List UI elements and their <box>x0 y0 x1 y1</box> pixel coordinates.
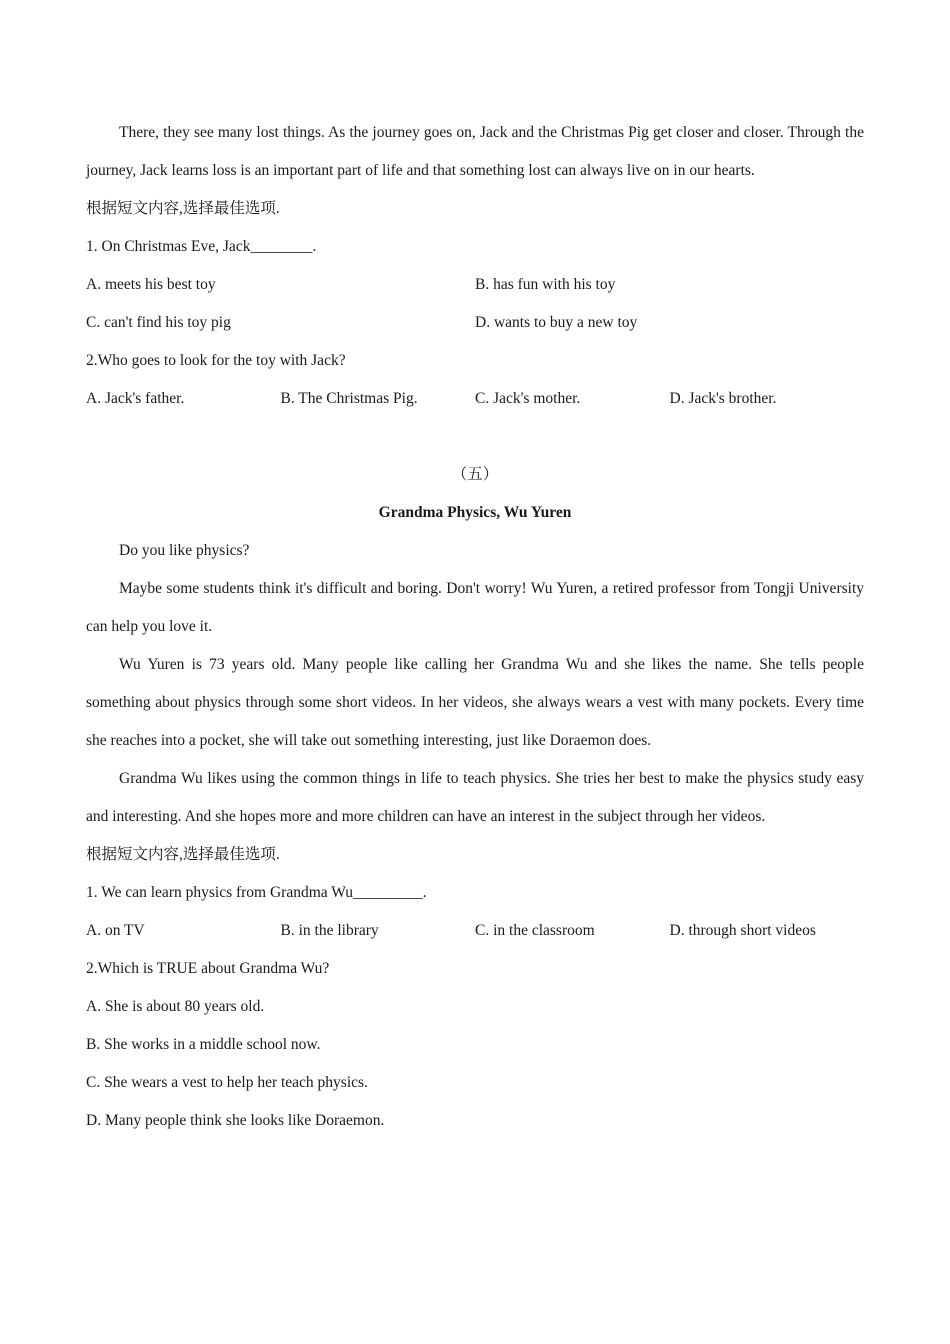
article-paragraph: Grandma Wu likes using the common things in life to teach physics. She tries her best to make the physics study easy and interesting. And she hopes more and more children can have an interest in the subject through her videos. <box>86 770 864 825</box>
question-stem: 1. We can learn physics from Grandma Wu_________. <box>86 884 427 901</box>
question-options <box>86 912 864 950</box>
option-d: D. through short videos <box>669 922 816 939</box>
option-c: C. She wears a vest to help her teach physics. <box>86 1074 368 1091</box>
instruction-text: 根据短文内容,选择最佳选项. <box>86 846 280 863</box>
section-number: （五） <box>451 466 499 483</box>
question-options <box>86 304 864 342</box>
option-d: D. wants to buy a new toy <box>475 314 638 331</box>
instruction-text: 根据短文内容,选择最佳选项. <box>86 200 280 217</box>
option-a: A. on TV <box>86 922 145 939</box>
question-stem: 1. On Christmas Eve, Jack________. <box>86 238 317 255</box>
article-paragraph: Wu Yuren is 73 years old. Many people like calling her Grandma Wu and she likes the name. She tells people something about physics through some short videos. In her videos, she always wears a vest with many pockets. Every time she reaches into a pocket, she will take out something interesting, just like Doraemon does. <box>86 656 864 749</box>
option-a: A. She is about 80 years old. <box>86 998 265 1015</box>
option-b: B. has fun with his toy <box>475 276 616 293</box>
option-d: D. Jack's brother. <box>669 390 777 407</box>
question-stem: 2.Who goes to look for the toy with Jack? <box>86 352 346 369</box>
question-stem: 2.Which is TRUE about Grandma Wu? <box>86 960 330 977</box>
option-d: D. Many people think she looks like Doraemon. <box>86 1112 385 1129</box>
document-page <box>86 114 864 1140</box>
option-b: B. in the library <box>280 922 379 939</box>
section-gap <box>86 418 864 456</box>
option-c: C. Jack's mother. <box>475 390 581 407</box>
option-a: A. meets his best toy <box>86 276 216 293</box>
story-paragraph: There, they see many lost things. As the journey goes on, Jack and the Christmas Pig get closer and closer. Through the journey, Jack learns loss is an important part of life and that something lost can always live on in our hearts. <box>86 124 864 179</box>
option-c: C. can't find his toy pig <box>86 314 231 331</box>
option-b: B. The Christmas Pig. <box>280 390 418 407</box>
question-options <box>86 266 864 304</box>
article-paragraph: Do you like physics? <box>119 542 250 559</box>
option-a: A. Jack's father. <box>86 390 185 407</box>
question-options <box>86 380 864 418</box>
article-paragraph: Maybe some students think it's difficult and boring. Don't worry! Wu Yuren, a retired professor from Tongji University can help you love it. <box>86 580 864 635</box>
article-title: Grandma Physics, Wu Yuren <box>378 504 572 521</box>
option-c: C. in the classroom <box>475 922 595 939</box>
option-b: B. She works in a middle school now. <box>86 1036 321 1053</box>
